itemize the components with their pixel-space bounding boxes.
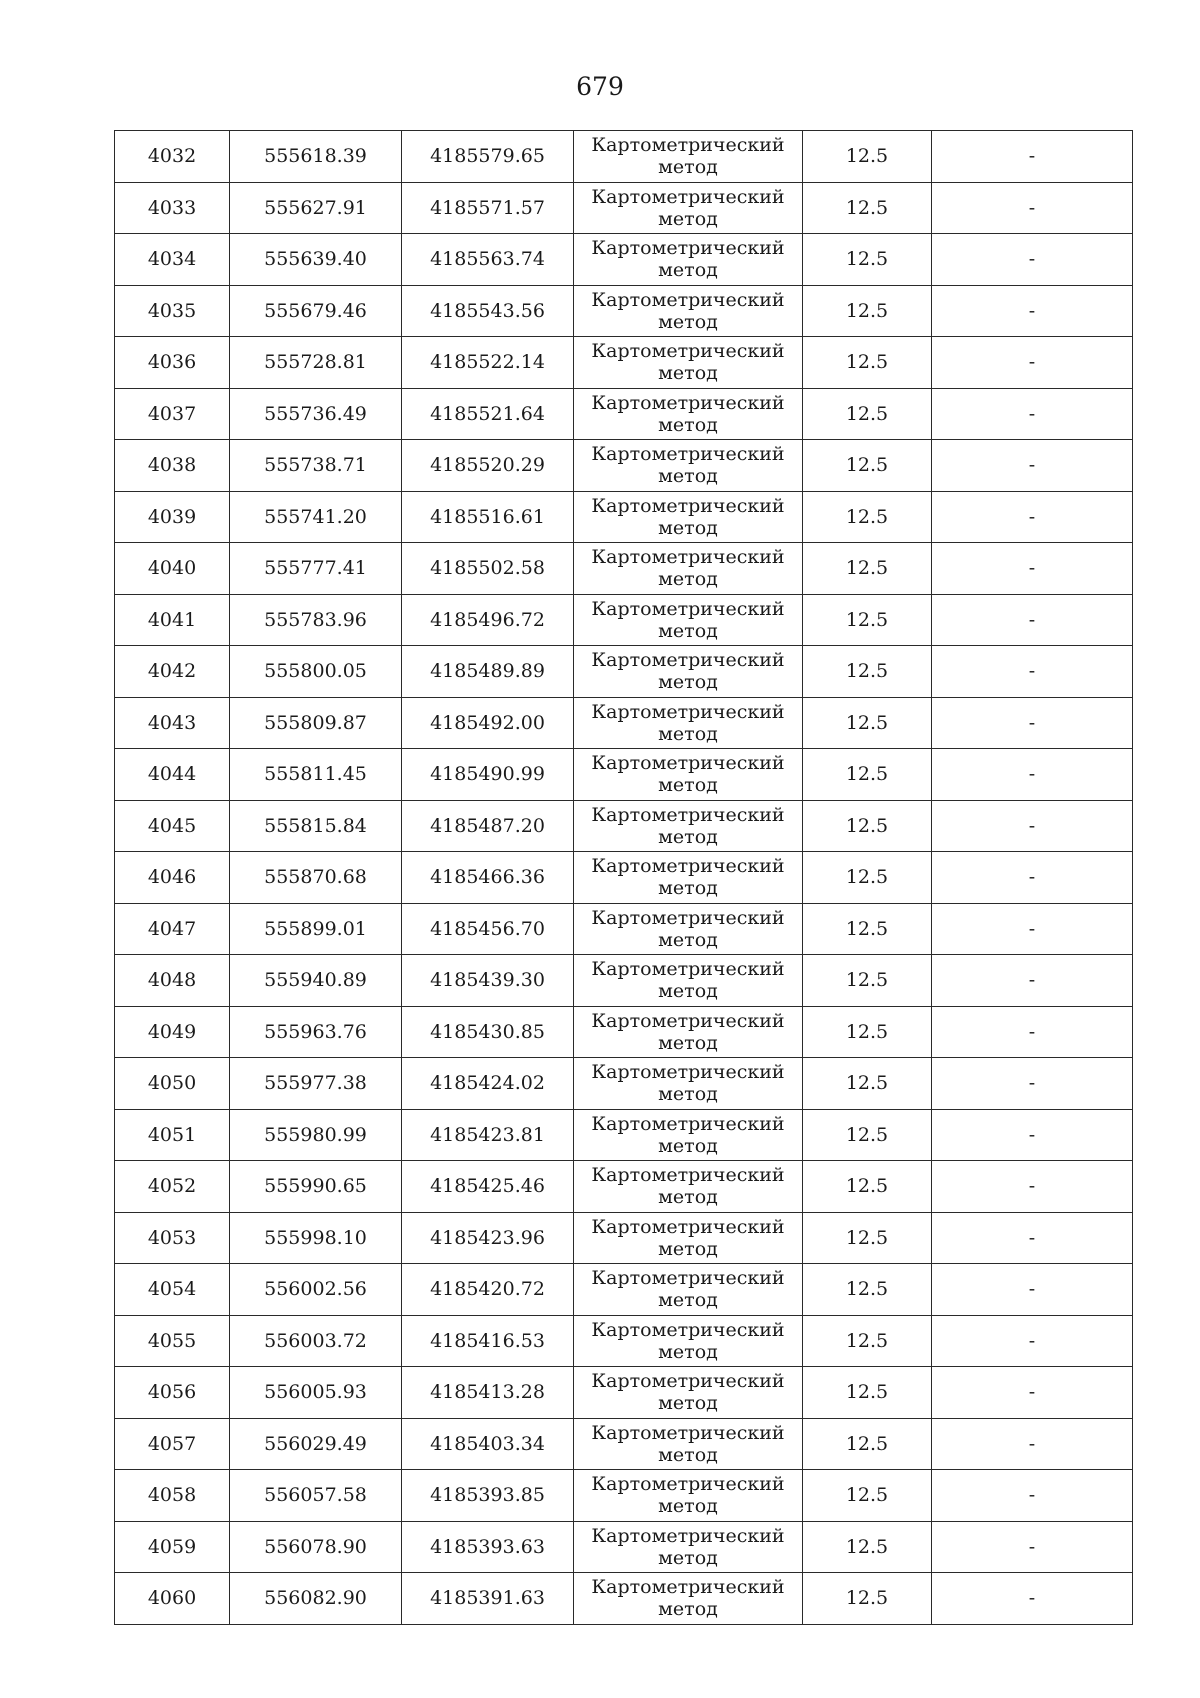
method-line-1: Картометрический xyxy=(591,1370,785,1393)
point-number-cell: 4057 xyxy=(115,1418,230,1470)
method-line-2: метод xyxy=(658,980,718,1003)
accuracy-cell: 12.5 xyxy=(803,594,932,646)
method-line-2: метод xyxy=(658,362,718,385)
note-cell: - xyxy=(932,1521,1133,1573)
table-row xyxy=(115,594,1133,646)
y-coordinate-cell: 4185403.34 xyxy=(402,1418,574,1470)
y-coordinate-cell: 4185393.85 xyxy=(402,1470,574,1522)
x-coordinate-cell: 556029.49 xyxy=(230,1418,402,1470)
accuracy-cell: 12.5 xyxy=(803,337,932,389)
accuracy-cell: 12.5 xyxy=(803,697,932,749)
point-number-cell: 4040 xyxy=(115,543,230,595)
method-cell xyxy=(574,1109,803,1161)
method-line-2: метод xyxy=(658,774,718,797)
method-line-2: метод xyxy=(658,516,718,539)
method-cell xyxy=(574,1161,803,1213)
method-line-1: Картометрический xyxy=(591,546,785,569)
method-cell xyxy=(574,1470,803,1522)
method-line-1: Картометрический xyxy=(591,185,785,208)
table-row xyxy=(115,1264,1133,1316)
note-cell: - xyxy=(932,234,1133,286)
method-cell xyxy=(574,285,803,337)
note-cell: - xyxy=(932,285,1133,337)
x-coordinate-cell: 556002.56 xyxy=(230,1264,402,1316)
x-coordinate-cell: 555977.38 xyxy=(230,1058,402,1110)
x-coordinate-cell: 556082.90 xyxy=(230,1573,402,1625)
table-row xyxy=(115,440,1133,492)
table-row xyxy=(115,1521,1133,1573)
method-cell xyxy=(574,1264,803,1316)
point-number-cell: 4046 xyxy=(115,852,230,904)
accuracy-cell: 12.5 xyxy=(803,852,932,904)
x-coordinate-cell: 556078.90 xyxy=(230,1521,402,1573)
table-row xyxy=(115,1109,1133,1161)
method-line-2: метод xyxy=(658,1186,718,1209)
table-row xyxy=(115,800,1133,852)
point-number-cell: 4045 xyxy=(115,800,230,852)
y-coordinate-cell: 4185520.29 xyxy=(402,440,574,492)
point-number-cell: 4059 xyxy=(115,1521,230,1573)
note-cell: - xyxy=(932,903,1133,955)
table-row xyxy=(115,646,1133,698)
accuracy-cell: 12.5 xyxy=(803,1418,932,1470)
y-coordinate-cell: 4185423.96 xyxy=(402,1212,574,1264)
method-line-2: метод xyxy=(658,1134,718,1157)
point-number-cell: 4038 xyxy=(115,440,230,492)
method-line-2: метод xyxy=(658,877,718,900)
note-cell: - xyxy=(932,182,1133,234)
method-line-1: Картометрический xyxy=(591,700,785,723)
table-row xyxy=(115,543,1133,595)
x-coordinate-cell: 555741.20 xyxy=(230,491,402,543)
y-coordinate-cell: 4185439.30 xyxy=(402,955,574,1007)
x-coordinate-cell: 555899.01 xyxy=(230,903,402,955)
table-row xyxy=(115,388,1133,440)
accuracy-cell: 12.5 xyxy=(803,903,932,955)
method-line-1: Картометрический xyxy=(591,1267,785,1290)
method-cell xyxy=(574,1315,803,1367)
method-cell xyxy=(574,903,803,955)
y-coordinate-cell: 4185522.14 xyxy=(402,337,574,389)
note-cell: - xyxy=(932,1573,1133,1625)
point-number-cell: 4060 xyxy=(115,1573,230,1625)
method-line-2: метод xyxy=(658,310,718,333)
y-coordinate-cell: 4185425.46 xyxy=(402,1161,574,1213)
method-line-2: метод xyxy=(658,259,718,282)
method-line-1: Картометрический xyxy=(591,494,785,517)
x-coordinate-cell: 555738.71 xyxy=(230,440,402,492)
method-line-2: метод xyxy=(658,671,718,694)
x-coordinate-cell: 555627.91 xyxy=(230,182,402,234)
method-line-1: Картометрический xyxy=(591,1215,785,1238)
method-cell xyxy=(574,543,803,595)
note-cell: - xyxy=(932,749,1133,801)
method-line-2: метод xyxy=(658,1495,718,1518)
y-coordinate-cell: 4185393.63 xyxy=(402,1521,574,1573)
x-coordinate-cell: 555618.39 xyxy=(230,131,402,183)
method-line-1: Картометрический xyxy=(591,288,785,311)
point-number-cell: 4058 xyxy=(115,1470,230,1522)
y-coordinate-cell: 4185571.57 xyxy=(402,182,574,234)
method-line-1: Картометрический xyxy=(591,1524,785,1547)
note-cell: - xyxy=(932,800,1133,852)
y-coordinate-cell: 4185521.64 xyxy=(402,388,574,440)
point-number-cell: 4043 xyxy=(115,697,230,749)
point-number-cell: 4032 xyxy=(115,131,230,183)
method-cell xyxy=(574,1367,803,1419)
note-cell: - xyxy=(932,1161,1133,1213)
note-cell: - xyxy=(932,491,1133,543)
point-number-cell: 4039 xyxy=(115,491,230,543)
note-cell: - xyxy=(932,388,1133,440)
note-cell: - xyxy=(932,594,1133,646)
x-coordinate-cell: 555679.46 xyxy=(230,285,402,337)
accuracy-cell: 12.5 xyxy=(803,182,932,234)
point-number-cell: 4041 xyxy=(115,594,230,646)
x-coordinate-cell: 555639.40 xyxy=(230,234,402,286)
accuracy-cell: 12.5 xyxy=(803,491,932,543)
y-coordinate-cell: 4185502.58 xyxy=(402,543,574,595)
method-line-1: Картометрический xyxy=(591,237,785,260)
table-row xyxy=(115,1573,1133,1625)
note-cell: - xyxy=(932,1315,1133,1367)
note-cell: - xyxy=(932,131,1133,183)
method-line-2: метод xyxy=(658,1083,718,1106)
method-line-2: метод xyxy=(658,413,718,436)
method-line-1: Картометрический xyxy=(591,752,785,775)
page-number: 679 xyxy=(576,72,624,101)
table-row xyxy=(115,749,1133,801)
table-row xyxy=(115,1418,1133,1470)
x-coordinate-cell: 555963.76 xyxy=(230,1006,402,1058)
x-coordinate-cell: 555940.89 xyxy=(230,955,402,1007)
x-coordinate-cell: 555870.68 xyxy=(230,852,402,904)
accuracy-cell: 12.5 xyxy=(803,1161,932,1213)
method-cell xyxy=(574,131,803,183)
x-coordinate-cell: 556005.93 xyxy=(230,1367,402,1419)
y-coordinate-cell: 4185424.02 xyxy=(402,1058,574,1110)
table-row xyxy=(115,1315,1133,1367)
point-number-cell: 4048 xyxy=(115,955,230,1007)
x-coordinate-cell: 555811.45 xyxy=(230,749,402,801)
coordinates-table xyxy=(114,130,1133,1625)
table-row xyxy=(115,337,1133,389)
x-coordinate-cell: 555800.05 xyxy=(230,646,402,698)
table-row xyxy=(115,234,1133,286)
method-cell xyxy=(574,749,803,801)
table-row xyxy=(115,1212,1133,1264)
x-coordinate-cell: 555980.99 xyxy=(230,1109,402,1161)
table-row xyxy=(115,852,1133,904)
table-row xyxy=(115,1006,1133,1058)
accuracy-cell: 12.5 xyxy=(803,1521,932,1573)
method-cell xyxy=(574,440,803,492)
x-coordinate-cell: 555815.84 xyxy=(230,800,402,852)
accuracy-cell: 12.5 xyxy=(803,543,932,595)
method-line-1: Картометрический xyxy=(591,1473,785,1496)
method-line-1: Картометрический xyxy=(591,958,785,981)
method-line-1: Картометрический xyxy=(591,855,785,878)
table-row xyxy=(115,1367,1133,1419)
method-cell xyxy=(574,388,803,440)
method-line-1: Картометрический xyxy=(591,134,785,157)
method-line-1: Картометрический xyxy=(591,340,785,363)
point-number-cell: 4050 xyxy=(115,1058,230,1110)
note-cell: - xyxy=(932,1212,1133,1264)
table-row xyxy=(115,285,1133,337)
method-line-2: метод xyxy=(658,1340,718,1363)
note-cell: - xyxy=(932,1367,1133,1419)
y-coordinate-cell: 4185413.28 xyxy=(402,1367,574,1419)
point-number-cell: 4056 xyxy=(115,1367,230,1419)
method-line-2: метод xyxy=(658,1289,718,1312)
x-coordinate-cell: 555728.81 xyxy=(230,337,402,389)
table-row xyxy=(115,1470,1133,1522)
method-line-1: Картометрический xyxy=(591,649,785,672)
x-coordinate-cell: 555809.87 xyxy=(230,697,402,749)
point-number-cell: 4036 xyxy=(115,337,230,389)
point-number-cell: 4035 xyxy=(115,285,230,337)
method-cell xyxy=(574,337,803,389)
y-coordinate-cell: 4185490.99 xyxy=(402,749,574,801)
note-cell: - xyxy=(932,955,1133,1007)
method-line-1: Картометрический xyxy=(591,1576,785,1599)
point-number-cell: 4051 xyxy=(115,1109,230,1161)
method-line-2: метод xyxy=(658,156,718,179)
x-coordinate-cell: 555998.10 xyxy=(230,1212,402,1264)
note-cell: - xyxy=(932,440,1133,492)
accuracy-cell: 12.5 xyxy=(803,1573,932,1625)
accuracy-cell: 12.5 xyxy=(803,1367,932,1419)
method-line-2: метод xyxy=(658,568,718,591)
x-coordinate-cell: 555990.65 xyxy=(230,1161,402,1213)
point-number-cell: 4055 xyxy=(115,1315,230,1367)
method-line-1: Картометрический xyxy=(591,1164,785,1187)
method-line-2: метод xyxy=(658,1598,718,1621)
x-coordinate-cell: 556003.72 xyxy=(230,1315,402,1367)
accuracy-cell: 12.5 xyxy=(803,234,932,286)
method-line-1: Картометрический xyxy=(591,443,785,466)
method-cell xyxy=(574,800,803,852)
coordinates-table-body xyxy=(115,131,1133,1625)
accuracy-cell: 12.5 xyxy=(803,646,932,698)
point-number-cell: 4047 xyxy=(115,903,230,955)
table-row xyxy=(115,903,1133,955)
table-row xyxy=(115,1161,1133,1213)
method-line-2: метод xyxy=(658,619,718,642)
x-coordinate-cell: 556057.58 xyxy=(230,1470,402,1522)
y-coordinate-cell: 4185456.70 xyxy=(402,903,574,955)
method-cell xyxy=(574,1573,803,1625)
method-cell xyxy=(574,646,803,698)
y-coordinate-cell: 4185420.72 xyxy=(402,1264,574,1316)
note-cell: - xyxy=(932,1006,1133,1058)
method-line-1: Картометрический xyxy=(591,1061,785,1084)
y-coordinate-cell: 4185516.61 xyxy=(402,491,574,543)
method-cell xyxy=(574,1212,803,1264)
point-number-cell: 4042 xyxy=(115,646,230,698)
method-cell xyxy=(574,234,803,286)
y-coordinate-cell: 4185496.72 xyxy=(402,594,574,646)
accuracy-cell: 12.5 xyxy=(803,1264,932,1316)
method-line-2: метод xyxy=(658,1443,718,1466)
table-row xyxy=(115,1058,1133,1110)
note-cell: - xyxy=(932,543,1133,595)
method-cell xyxy=(574,1418,803,1470)
accuracy-cell: 12.5 xyxy=(803,131,932,183)
note-cell: - xyxy=(932,1058,1133,1110)
method-line-1: Картометрический xyxy=(591,803,785,826)
y-coordinate-cell: 4185423.81 xyxy=(402,1109,574,1161)
y-coordinate-cell: 4185579.65 xyxy=(402,131,574,183)
accuracy-cell: 12.5 xyxy=(803,1006,932,1058)
point-number-cell: 4054 xyxy=(115,1264,230,1316)
accuracy-cell: 12.5 xyxy=(803,1470,932,1522)
accuracy-cell: 12.5 xyxy=(803,800,932,852)
method-line-1: Картометрический xyxy=(591,1421,785,1444)
point-number-cell: 4037 xyxy=(115,388,230,440)
accuracy-cell: 12.5 xyxy=(803,955,932,1007)
method-line-2: метод xyxy=(658,1392,718,1415)
method-line-2: метод xyxy=(658,1237,718,1260)
method-line-1: Картометрический xyxy=(591,1009,785,1032)
note-cell: - xyxy=(932,646,1133,698)
x-coordinate-cell: 555777.41 xyxy=(230,543,402,595)
method-cell xyxy=(574,182,803,234)
method-cell xyxy=(574,852,803,904)
x-coordinate-cell: 555736.49 xyxy=(230,388,402,440)
accuracy-cell: 12.5 xyxy=(803,285,932,337)
method-line-2: метод xyxy=(658,1546,718,1569)
accuracy-cell: 12.5 xyxy=(803,1058,932,1110)
accuracy-cell: 12.5 xyxy=(803,388,932,440)
x-coordinate-cell: 555783.96 xyxy=(230,594,402,646)
y-coordinate-cell: 4185543.56 xyxy=(402,285,574,337)
note-cell: - xyxy=(932,1109,1133,1161)
note-cell: - xyxy=(932,1470,1133,1522)
method-cell xyxy=(574,697,803,749)
table-row xyxy=(115,182,1133,234)
method-line-1: Картометрический xyxy=(591,391,785,414)
accuracy-cell: 12.5 xyxy=(803,1212,932,1264)
method-line-2: метод xyxy=(658,928,718,951)
method-line-2: метод xyxy=(658,825,718,848)
y-coordinate-cell: 4185416.53 xyxy=(402,1315,574,1367)
method-line-1: Картометрический xyxy=(591,597,785,620)
accuracy-cell: 12.5 xyxy=(803,1315,932,1367)
method-cell xyxy=(574,594,803,646)
point-number-cell: 4053 xyxy=(115,1212,230,1264)
point-number-cell: 4044 xyxy=(115,749,230,801)
note-cell: - xyxy=(932,852,1133,904)
table-row xyxy=(115,955,1133,1007)
table-row xyxy=(115,131,1133,183)
method-line-1: Картометрический xyxy=(591,1112,785,1135)
method-cell xyxy=(574,491,803,543)
method-line-1: Картометрический xyxy=(591,1318,785,1341)
method-line-2: метод xyxy=(658,207,718,230)
y-coordinate-cell: 4185487.20 xyxy=(402,800,574,852)
method-cell xyxy=(574,1058,803,1110)
method-cell xyxy=(574,1521,803,1573)
note-cell: - xyxy=(932,1264,1133,1316)
point-number-cell: 4034 xyxy=(115,234,230,286)
point-number-cell: 4052 xyxy=(115,1161,230,1213)
point-number-cell: 4049 xyxy=(115,1006,230,1058)
accuracy-cell: 12.5 xyxy=(803,440,932,492)
method-cell xyxy=(574,1006,803,1058)
table-row xyxy=(115,697,1133,749)
y-coordinate-cell: 4185492.00 xyxy=(402,697,574,749)
note-cell: - xyxy=(932,337,1133,389)
accuracy-cell: 12.5 xyxy=(803,749,932,801)
y-coordinate-cell: 4185563.74 xyxy=(402,234,574,286)
y-coordinate-cell: 4185430.85 xyxy=(402,1006,574,1058)
note-cell: - xyxy=(932,697,1133,749)
y-coordinate-cell: 4185391.63 xyxy=(402,1573,574,1625)
table-row xyxy=(115,491,1133,543)
method-line-1: Картометрический xyxy=(591,906,785,929)
method-line-2: метод xyxy=(658,1031,718,1054)
y-coordinate-cell: 4185489.89 xyxy=(402,646,574,698)
accuracy-cell: 12.5 xyxy=(803,1109,932,1161)
point-number-cell: 4033 xyxy=(115,182,230,234)
method-line-2: метод xyxy=(658,722,718,745)
method-cell xyxy=(574,955,803,1007)
y-coordinate-cell: 4185466.36 xyxy=(402,852,574,904)
note-cell: - xyxy=(932,1418,1133,1470)
method-line-2: метод xyxy=(658,465,718,488)
